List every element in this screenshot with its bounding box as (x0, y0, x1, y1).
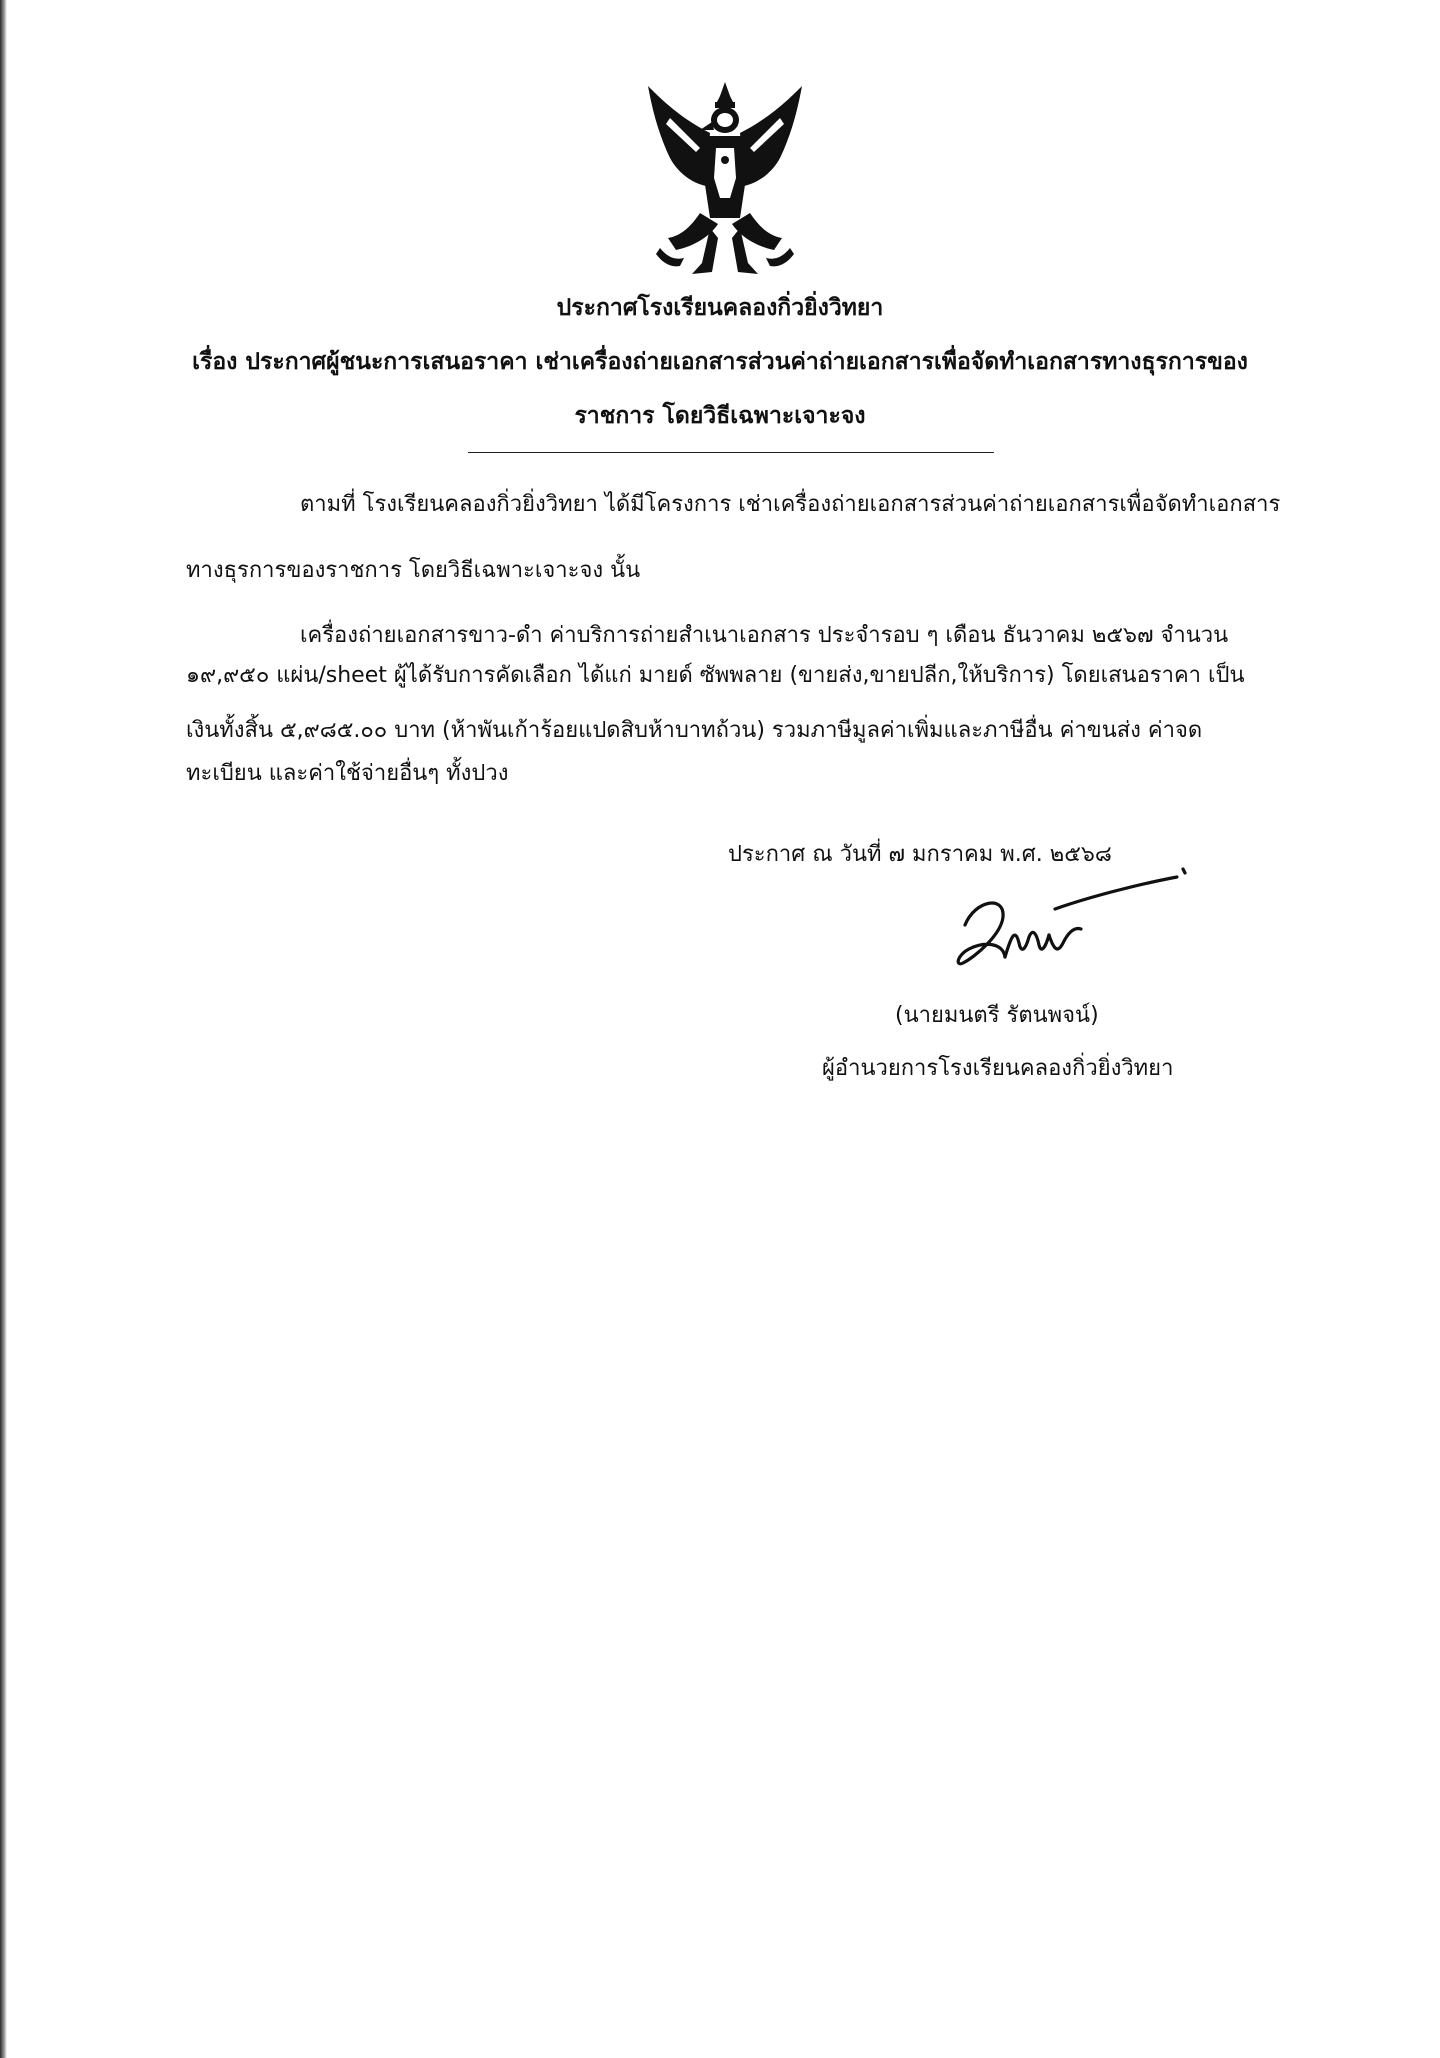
announcement-subject-line1: เรื่อง ประกาศผู้ชนะการเสนอราคา เช่าเครื่องถ่ายเอกสารส่วนค่าถ่ายเอกสารเพื่อจัดทำเอกสารทางธุรการของ (192, 349, 1248, 375)
garuda-emblem-icon (640, 78, 810, 278)
announcement-title: ประกาศโรงเรียนคลองกิ่วยิ่งวิทยา (556, 295, 884, 321)
paragraph2-line3: เงินทั้งสิ้น ๕,๙๘๕.๐๐ บาท (ห้าพันเก้าร้อยแปดสิบห้าบาทถ้วน) รวมภาษีมูลค่าเพิ่มและภาษีอื่น ค่าขนส่ง ค่าจด (186, 718, 1203, 743)
paragraph1-line1: ตามที่ โรงเรียนคลองกิ่วยิ่งวิทยา ได้มีโครงการ เช่าเครื่องถ่ายเอกสารส่วนค่าถ่ายเอกสารเพื่อจัดทำเอกสาร (300, 492, 1281, 517)
announcement-subject-line2: ราชการ โดยวิธีเฉพาะเจาะจง (574, 403, 866, 429)
paragraph2-line4: ทะเบียน และค่าใช้จ่ายอื่นๆ ทั้งปวง (186, 761, 509, 786)
paragraph2-line2: ๑๙,๙๕๐ แผ่น/sheet ผู้ได้รับการคัดเลือก ได้แก่ มายด์ ซัพพลาย (ขายส่ง,ขายปลีก,ให้บริการ) โดยเสนอราคา เป็น (186, 663, 1245, 688)
paragraph1-line2: ทางธุรการของราชการ โดยวิธีเฉพาะเจาะจง นั้น (186, 558, 641, 583)
paragraph2-line1: เครื่องถ่ายเอกสารขาว-ดำ ค่าบริการถ่ายสำเนาเอกสาร ประจำรอบ ๆ เดือน ธันวาคม ๒๕๖๗ จำนวน (300, 623, 1229, 648)
announcement-date: ประกาศ ณ วันที่ ๗ มกราคม พ.ศ. ๒๕๖๘ (728, 842, 1112, 867)
handwritten-signature-icon (945, 865, 1195, 975)
signer-name: (นายมนตรี รัตนพจน์) (895, 1003, 1099, 1028)
signer-position: ผู้อำนวยการโรงเรียนคลองกิ่วยิ่งวิทยา (822, 1056, 1174, 1081)
heading-divider (468, 452, 994, 453)
